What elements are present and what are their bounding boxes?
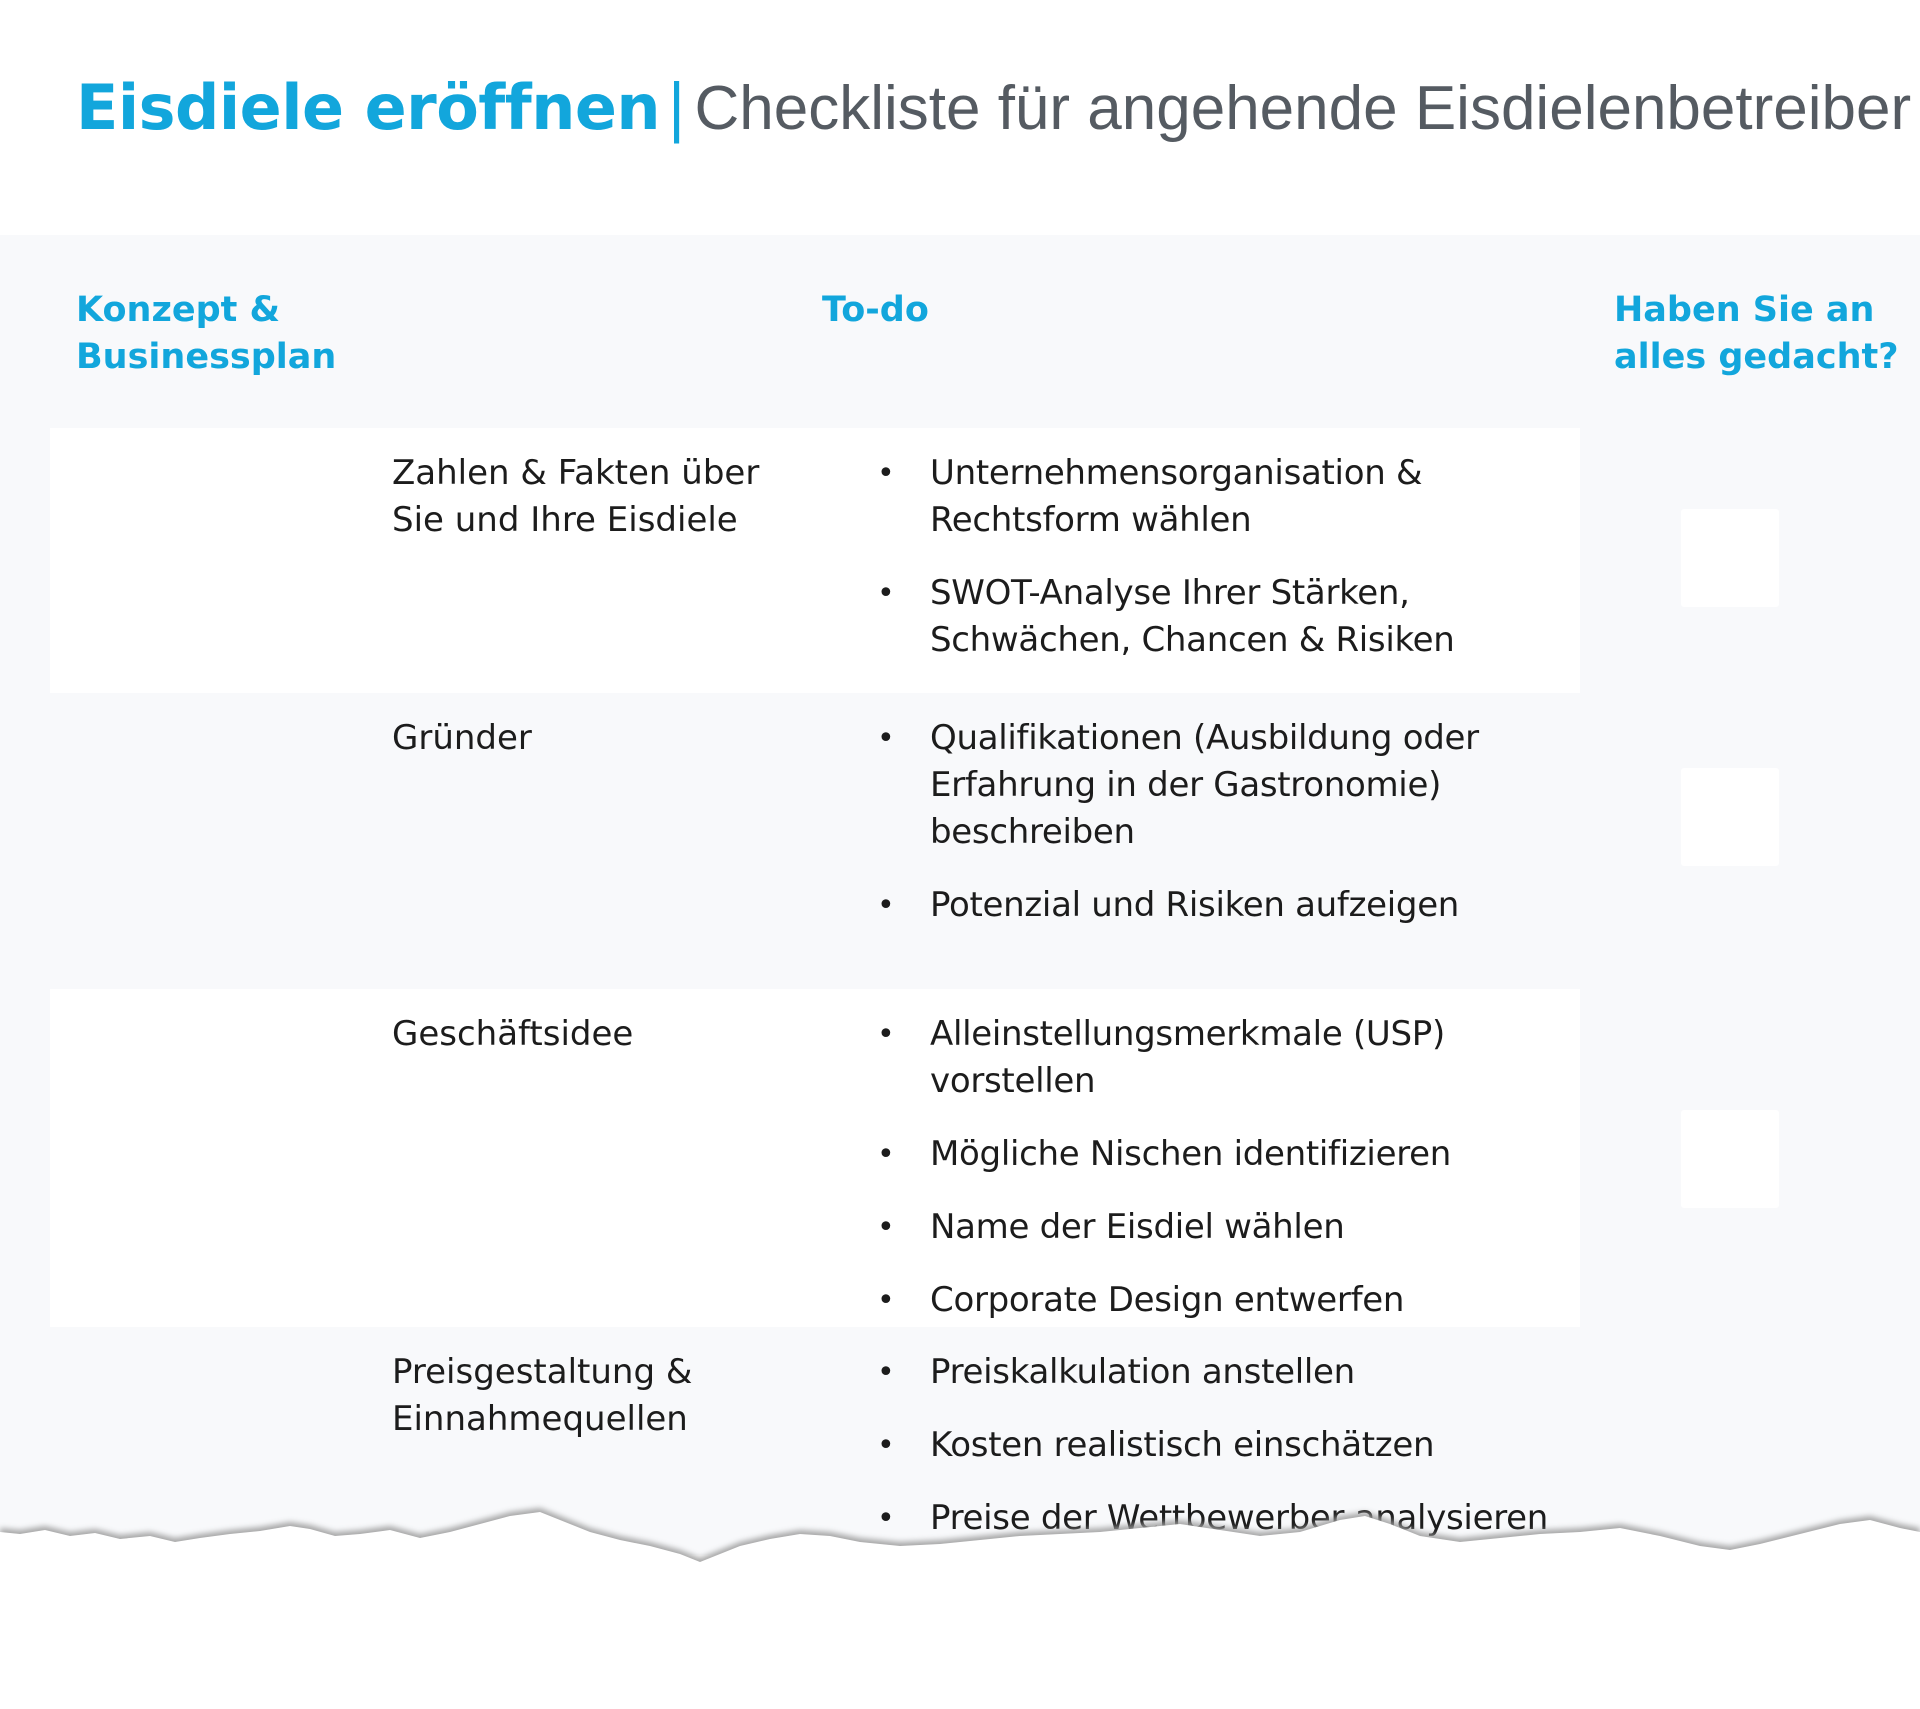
list-item-text: Qualifikationen (Ausbildung oder Erfahrung in der Gastronomie) beschreiben	[930, 718, 1479, 852]
bullet-icon: •	[877, 1355, 895, 1390]
list-item-text: Preise der Wettbewerber analysieren	[930, 1498, 1548, 1538]
list-item-text: Mögliche Nischen identifizieren	[930, 1134, 1451, 1174]
bullet-icon: •	[877, 1283, 895, 1318]
column-header-check: Haben Sie an alles gedacht?	[1614, 290, 1899, 377]
list-item	[830, 1349, 1590, 1396]
list-item	[830, 1204, 1590, 1251]
column-header-todo: To-do	[822, 290, 929, 330]
bullet-icon: •	[877, 1017, 895, 1052]
list-item	[830, 882, 1590, 929]
bullet-icon: •	[877, 1501, 895, 1536]
bullet-icon: •	[877, 456, 895, 491]
row-label: Gründer	[392, 718, 532, 758]
checkbox[interactable]	[1681, 509, 1779, 607]
list-item-text: Alleinstellungsmerkmale (USP) vorstellen	[930, 1014, 1445, 1101]
bullet-icon: •	[877, 576, 895, 611]
bullet-icon: •	[877, 888, 895, 923]
list-item	[830, 1011, 1590, 1105]
list-item	[830, 570, 1590, 664]
list-item-text: Corporate Design entwerfen	[930, 1280, 1405, 1320]
row-label: Zahlen & Fakten über Sie und Ihre Eisdiele	[392, 453, 760, 540]
row-label: Geschäftsidee	[392, 1014, 634, 1054]
bullet-icon: •	[877, 1428, 895, 1463]
checklist-row	[50, 989, 1580, 1327]
bullet-icon: •	[877, 1210, 895, 1245]
torn-paper-edge	[0, 1480, 1920, 1709]
title-separator: |	[666, 71, 687, 144]
checkbox[interactable]	[1681, 768, 1779, 866]
checkbox[interactable]	[1681, 1110, 1779, 1208]
list-item-text: Unternehmensorganisation & Rechtsform wählen	[930, 453, 1423, 540]
list-item	[830, 1131, 1590, 1178]
todo-list	[830, 450, 1590, 690]
column-header-category: Konzept & Businessplan	[76, 290, 337, 377]
bullet-icon: •	[877, 721, 895, 756]
list-item	[830, 1277, 1590, 1324]
list-item-text: Preiskalkulation anstellen	[930, 1352, 1355, 1392]
checklist-row	[50, 693, 1580, 1011]
list-item	[830, 715, 1590, 856]
list-item-text: SWOT-Analyse Ihrer Stärken, Schwächen, Chancen & Risiken	[930, 573, 1455, 660]
list-item-text: Potenzial und Risiken aufzeigen	[930, 885, 1460, 925]
row-label: Preisgestaltung & Einnahmequellen	[392, 1352, 693, 1439]
checklist-panel	[0, 235, 1920, 1555]
todo-list	[830, 715, 1590, 955]
list-item	[830, 1422, 1590, 1469]
bullet-icon: •	[877, 1137, 895, 1172]
list-item-text: Kosten realistisch einschätzen	[930, 1425, 1435, 1465]
page-title	[76, 68, 1911, 149]
list-item-text: Name der Eisdiel wählen	[930, 1207, 1345, 1247]
title-main: Eisdiele eröffnen	[76, 71, 661, 144]
todo-list	[830, 1011, 1590, 1350]
checklist-row	[50, 428, 1580, 693]
list-item	[830, 450, 1590, 544]
title-subtitle: Checkliste für angehende Eisdielenbetreiber	[694, 74, 1912, 143]
